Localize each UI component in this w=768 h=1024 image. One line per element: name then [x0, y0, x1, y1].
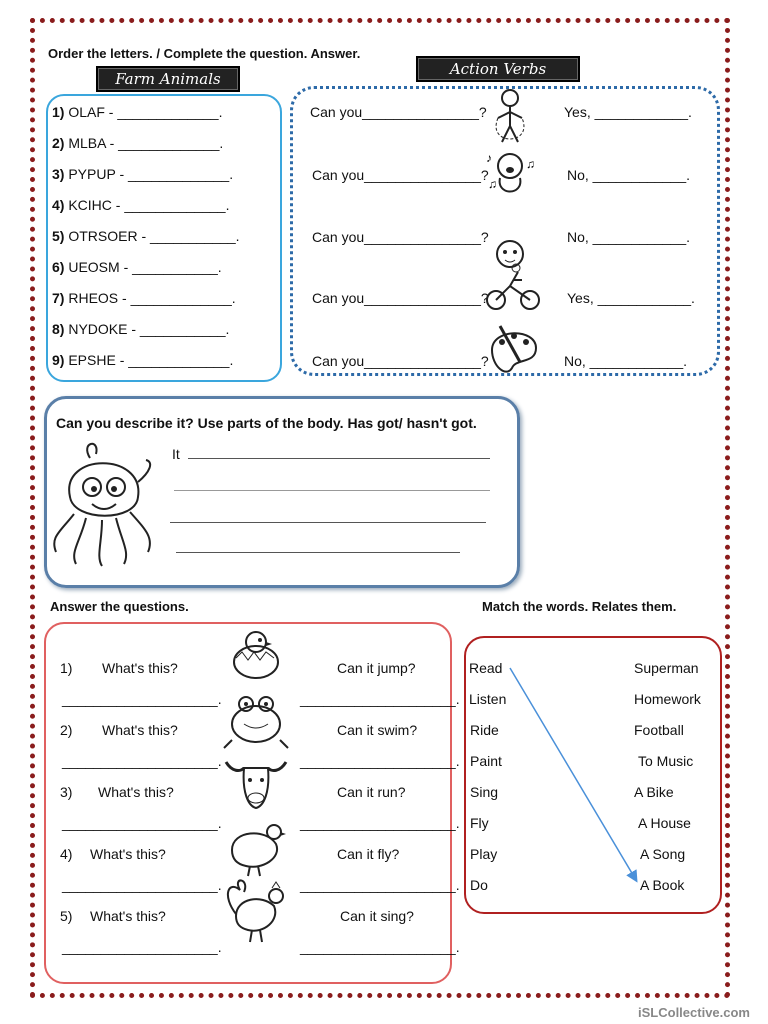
match-right-word[interactable]: A Book	[640, 877, 685, 893]
farm-item-number: 3)	[52, 166, 65, 182]
verb-question[interactable]: Can you_______________?	[312, 167, 489, 183]
verb-answer[interactable]: No, ____________.	[567, 167, 690, 183]
svg-text:♪: ♪	[486, 151, 492, 165]
verb-answer[interactable]: Yes, ____________.	[564, 104, 692, 120]
verb-question[interactable]: Can you_______________?	[312, 290, 489, 306]
answer-blank-1[interactable]: ____________________.	[62, 815, 222, 831]
match-right-word[interactable]: To Music	[638, 753, 694, 769]
svg-text:♫: ♫	[488, 177, 497, 191]
answer-question: What's this?	[102, 660, 178, 676]
verb-answer[interactable]: No, ____________.	[564, 353, 687, 369]
answer-blank-2[interactable]: ____________________.	[300, 753, 460, 769]
match-right-word[interactable]: Homework	[634, 691, 701, 707]
answer-number: 5)	[60, 908, 73, 924]
farm-item-number: 1)	[52, 104, 65, 120]
match-left-word[interactable]: Do	[470, 877, 488, 893]
farm-item-text[interactable]: PYPUP - _____________.	[68, 166, 234, 182]
watermark: iSLCollective.com	[638, 1005, 750, 1020]
instructions: Order the letters. / Complete the question. Answer.	[48, 46, 361, 61]
farm-item-number: 5)	[52, 228, 65, 244]
answer-number: 2)	[60, 722, 73, 738]
verb-answer[interactable]: No, ____________.	[567, 229, 690, 245]
match-left-word[interactable]: Fly	[470, 815, 489, 831]
answer-question: What's this?	[102, 722, 178, 738]
answer-blank-2[interactable]: ____________________.	[300, 939, 460, 955]
answer-blank-2[interactable]: ____________________.	[300, 877, 460, 893]
match-example-arrow	[510, 668, 636, 880]
farm-item-text[interactable]: NYDOKE - ___________.	[68, 321, 230, 337]
match-left-word[interactable]: Play	[470, 846, 498, 862]
farm-item-number: 8)	[52, 321, 65, 337]
farm-item-number: 6)	[52, 259, 65, 275]
match-right-word[interactable]: A Song	[640, 846, 686, 862]
answer-question-2: Can it run?	[337, 784, 406, 800]
farm-item-text[interactable]: KCIHC - _____________.	[68, 197, 230, 213]
answer-question: What's this?	[90, 846, 166, 862]
describe-title: Can you describe it? Use parts of the body. Has got/ hasn't got.	[56, 415, 477, 431]
match-title: Match the words. Relates them.	[482, 599, 677, 614]
answer-question: What's this?	[90, 908, 166, 924]
match-left-word[interactable]: Read	[469, 660, 503, 676]
verb-question[interactable]: Can you_______________?	[310, 104, 487, 120]
answer-question-2: Can it fly?	[337, 846, 400, 862]
answer-blank-1[interactable]: ____________________.	[62, 939, 222, 955]
answer-number: 1)	[60, 660, 73, 676]
match-left-word[interactable]: Paint	[470, 753, 502, 769]
match-left-word[interactable]: Sing	[470, 784, 499, 800]
farm-item-text[interactable]: EPSHE - _____________.	[68, 352, 234, 368]
answer-title: Answer the questions.	[50, 599, 189, 614]
answer-number: 4)	[60, 846, 73, 862]
answer-question: What's this?	[98, 784, 174, 800]
answer-number: 3)	[60, 784, 73, 800]
farm-item-number: 7)	[52, 290, 65, 306]
farm-item-text[interactable]: RHEOS - _____________.	[68, 290, 236, 306]
match-right-word[interactable]: Superman	[634, 660, 699, 676]
farm-item-text[interactable]: MLBA - _____________.	[68, 135, 224, 151]
describe-start-word: It	[172, 446, 180, 462]
match-left-word[interactable]: Listen	[469, 691, 507, 707]
answer-blank-2[interactable]: ____________________.	[300, 815, 460, 831]
farm-animals-banner: Farm Animals	[96, 66, 240, 92]
match-right-word[interactable]: A Bike	[634, 784, 674, 800]
answer-blank-1[interactable]: ____________________.	[62, 753, 222, 769]
farm-item-text[interactable]: UEOSM - ___________.	[68, 259, 222, 275]
farm-item-number: 9)	[52, 352, 65, 368]
svg-text:♫: ♫	[526, 157, 535, 171]
verb-question[interactable]: Can you_______________?	[312, 229, 489, 245]
answer-blank-1[interactable]: ____________________.	[62, 691, 222, 707]
answer-blank-1[interactable]: ____________________.	[62, 877, 222, 893]
action-verbs-banner: Action Verbs	[416, 56, 580, 82]
answer-blank-2[interactable]: ____________________.	[300, 691, 460, 707]
answer-question-2: Can it jump?	[337, 660, 416, 676]
farm-item-text[interactable]: OTRSOER - ___________.	[68, 228, 240, 244]
match-right-word[interactable]: Football	[634, 722, 684, 738]
farm-item-number: 2)	[52, 135, 65, 151]
verb-answer[interactable]: Yes, ____________.	[567, 290, 695, 306]
farm-item-text[interactable]: OLAF - _____________.	[68, 104, 223, 120]
verb-question[interactable]: Can you_______________?	[312, 353, 489, 369]
answer-question-2: Can it swim?	[337, 722, 418, 738]
match-left-word[interactable]: Ride	[470, 722, 499, 738]
farm-item-number: 4)	[52, 197, 65, 213]
match-right-word[interactable]: A House	[638, 815, 691, 831]
answer-question-2: Can it sing?	[340, 908, 414, 924]
